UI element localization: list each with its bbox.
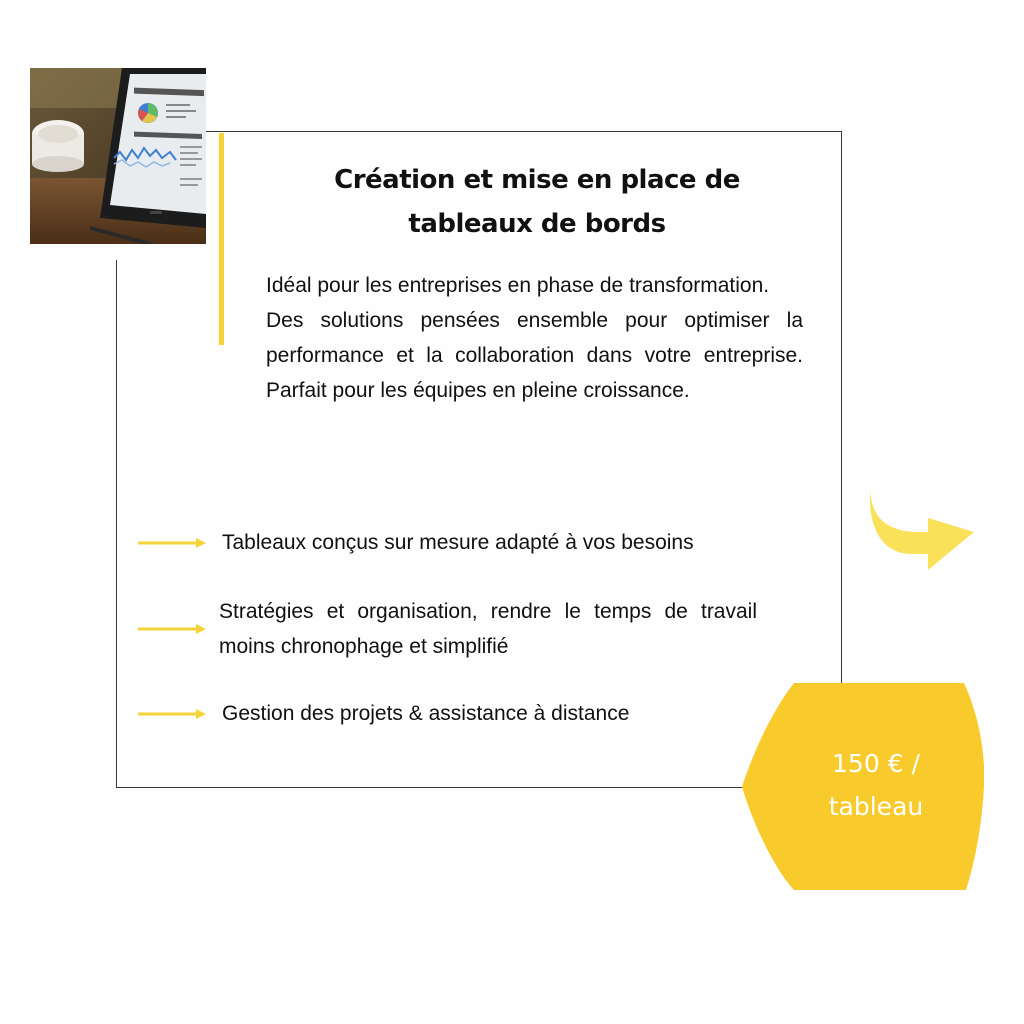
- curved-arrow-icon: [866, 488, 976, 572]
- card-left-border: [116, 260, 117, 788]
- price-amount: 150 € /: [832, 749, 920, 778]
- feature-label: Tableaux conçus sur mesure adapté à vos besoins: [222, 531, 694, 554]
- description-paragraph-1: Idéal pour les entreprises en phase de transformation.: [266, 274, 770, 297]
- arrow-right-icon: [138, 708, 206, 720]
- card-title-line-1: Création et mise en place de: [334, 165, 740, 195]
- card-title-line-2: tableaux de bords: [408, 209, 666, 239]
- card-title: [300, 158, 774, 246]
- feature-item: [138, 525, 778, 560]
- card-top-border: [206, 131, 842, 132]
- feature-label: Gestion des projets & assistance à distance: [222, 702, 630, 725]
- accent-bar: [219, 133, 224, 345]
- price-label: [800, 742, 952, 828]
- arrow-right-icon: [138, 537, 206, 549]
- price-unit: tableau: [828, 792, 924, 821]
- feature-item: [138, 594, 778, 664]
- feature-item: [138, 696, 778, 731]
- arrow-right-icon: [138, 623, 206, 635]
- card-description: [266, 268, 803, 408]
- feature-label: Stratégies et organisation, rendre le temps de travail moins chronophage et simplifié: [219, 600, 757, 658]
- description-paragraph-2: Des solutions pensées ensemble pour optimiser la performance et la collaboration dans votre entreprise. Parfait pour les équipes en pleine croissance.: [266, 309, 803, 402]
